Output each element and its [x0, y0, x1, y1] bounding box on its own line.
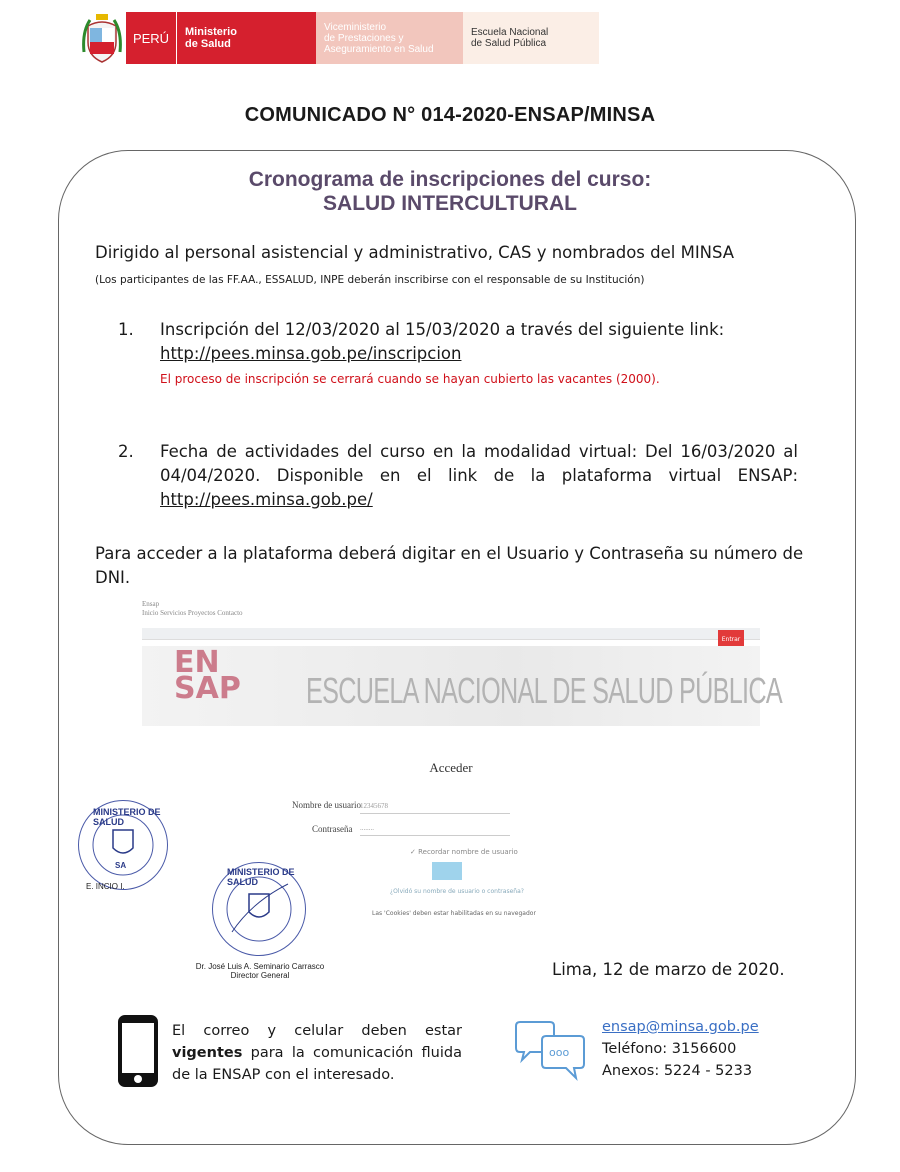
school-label — [463, 12, 599, 64]
vice-line-1: Viceministerio — [324, 21, 387, 33]
password-field: ........ — [360, 824, 510, 836]
forgot-link: ¿Olvidó su nombre de usuario o contraseña? — [390, 888, 524, 895]
contact-info — [602, 1016, 759, 1082]
seal-1-mid: SA — [115, 861, 127, 870]
item-text: Fecha de actividades del curso en la modalidad virtual: Del 16/03/2020 al 04/04/2020. Disponible en el link de la plataforma virtual ENSAP: — [160, 442, 798, 485]
course-title — [0, 168, 900, 216]
vice-ministry-label — [316, 12, 463, 64]
audience-text: Dirigido al personal asistencial y administrativo, CAS y nombrados del MINSA — [95, 243, 735, 262]
contact-note-bold: vigentes — [172, 1045, 243, 1061]
item-number: 2. — [118, 442, 134, 461]
ministry-label — [176, 12, 316, 64]
list-item — [118, 440, 798, 512]
username-label: Nombre de usuario — [292, 800, 361, 810]
login-button — [432, 862, 462, 880]
ministry-line-2: de Salud — [185, 38, 231, 50]
mobile-phone-icon — [118, 1015, 158, 1087]
contact-phone: Teléfono: 3156600 — [602, 1041, 737, 1057]
coat-of-arms-icon — [82, 12, 122, 64]
chat-bubbles-icon — [512, 1018, 588, 1084]
signer-block — [192, 962, 328, 980]
ministry-line-1: Ministerio — [185, 26, 237, 38]
vice-line-2: de Prestaciones y — [324, 32, 404, 44]
header-banner — [82, 12, 599, 64]
chat-glyph: ooo — [549, 1046, 570, 1059]
cookies-note: Las 'Cookies' deben estar habilitadas en su navegador — [372, 910, 536, 917]
contact-note-pre: El correo y celular deben estar — [172, 1023, 462, 1039]
registration-note: El proceso de inscripción se cerrará cuando se hayan cubierto las vacantes (2000). — [160, 372, 660, 386]
seal-1-signature: E. INCIO I. — [86, 882, 125, 891]
contact-note-post: para la comunicación fluida de la ENSAP con el interesado. — [172, 1045, 462, 1083]
contact-note — [172, 1020, 462, 1086]
signer-name: Dr. José Luis A. Seminario Carrasco — [195, 962, 325, 971]
seal-2-top: MINISTERIO DE SALUD — [227, 867, 295, 887]
seal-1-top: MINISTERIO DE SALUD — [93, 807, 161, 827]
username-field: 12345678 — [360, 802, 510, 814]
ensap-logo — [174, 645, 241, 706]
screenshot-nav — [142, 600, 243, 618]
document-title: COMUNICADO N° 014-2020-ENSAP/MINSA — [244, 104, 656, 126]
access-instructions: Para acceder a la plataforma deberá digitar en el Usuario y Contraseña su número de DNI. — [95, 544, 804, 587]
password-label: Contraseña — [312, 824, 353, 834]
list-item — [118, 318, 798, 390]
place-date: Lima, 12 de marzo de 2020. — [552, 960, 785, 979]
remember-checkbox: ✓ Recordar nombre de usuario — [410, 848, 518, 856]
course-title-line-2: SALUD INTERCULTURAL — [323, 192, 577, 215]
ministry-seal — [212, 862, 306, 956]
screenshot-bar — [142, 628, 760, 640]
login-heading: Acceder — [429, 760, 473, 775]
registration-link[interactable]: http://pees.minsa.gob.pe/inscripcion — [160, 344, 462, 363]
item-number: 1. — [118, 320, 134, 339]
course-title-line-1: Cronograma de inscripciones del curso: — [248, 168, 652, 191]
banner-title: ESCUELA NACIONAL DE SALUD PÚBLICA — [306, 670, 782, 711]
school-line-1: Escuela Nacional — [471, 27, 549, 38]
screenshot-menu: Inicio Servicios Proyectos Contacto — [142, 609, 243, 617]
school-line-2: de Salud Pública — [471, 38, 547, 49]
contact-email[interactable]: ensap@minsa.gob.pe — [602, 1019, 759, 1035]
ensap-logo-line-2: SAP — [174, 671, 241, 706]
ministry-seal — [78, 800, 168, 890]
enter-button: Entrar — [718, 630, 744, 648]
vice-line-3: Aseguramiento en Salud — [324, 43, 434, 55]
item-text: Inscripción del 12/03/2020 al 15/03/2020 a través del siguiente link: — [160, 320, 725, 339]
signer-role: Director General — [230, 971, 290, 980]
peru-label: PERÚ — [126, 12, 176, 64]
contact-annex: Anexos: 5224 - 5233 — [602, 1063, 753, 1079]
platform-link[interactable]: http://pees.minsa.gob.pe/ — [160, 490, 373, 509]
ensap-logo-line-1: EN — [174, 645, 220, 680]
screenshot-site-name: Ensap — [142, 600, 160, 608]
audience-note: (Los participantes de las FF.AA., ESSALUD, INPE deberán inscribirse con el responsable de su Institución) — [95, 274, 645, 286]
